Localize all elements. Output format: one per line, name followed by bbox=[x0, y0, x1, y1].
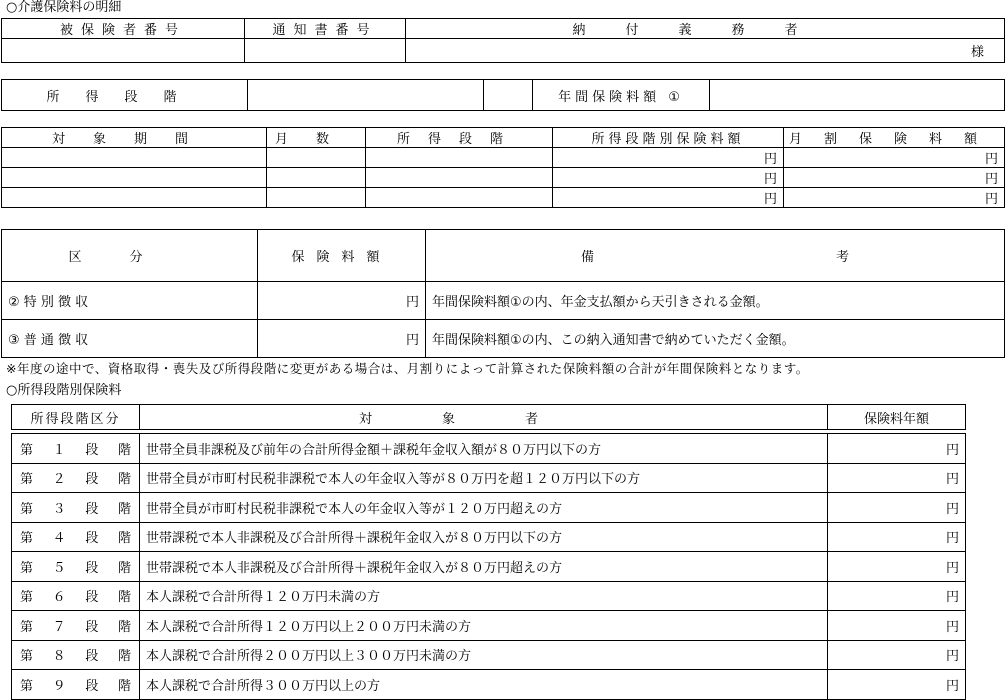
stage-label-chars bbox=[12, 557, 139, 576]
stage-premium-table bbox=[11, 404, 966, 430]
stage-label bbox=[12, 581, 140, 611]
stage-label-dan: 段 bbox=[85, 560, 99, 576]
yen-label: 円 bbox=[945, 619, 959, 635]
stage-field[interactable] bbox=[366, 168, 553, 188]
header-payer: 納付義務者 bbox=[406, 19, 1005, 39]
header-stage-premium: 所得段階別保険料額 bbox=[553, 128, 784, 148]
stage-label-dan: 段 bbox=[85, 472, 99, 488]
period-field[interactable] bbox=[2, 168, 267, 188]
header-remarks bbox=[426, 230, 1005, 282]
yen-label: 円 bbox=[763, 172, 777, 187]
monthly-premium-field[interactable] bbox=[784, 168, 1005, 188]
stage-label-kai: 階 bbox=[117, 501, 131, 517]
special-collection-label: ② 特 別 徴 収 bbox=[2, 282, 258, 320]
stage-label bbox=[12, 522, 140, 552]
stage-annual-premium-field[interactable] bbox=[828, 670, 966, 700]
table-row bbox=[2, 320, 1005, 358]
stage-description: 本人課税で合計所得１２０万円以上２００万円未満の方 bbox=[140, 611, 828, 641]
stage-label-dan: 段 bbox=[85, 590, 99, 606]
stage-premium-rows bbox=[11, 433, 966, 700]
yen-label: 円 bbox=[945, 649, 959, 665]
stage-label-kai: 階 bbox=[117, 678, 131, 694]
stage-annual-premium-field[interactable] bbox=[828, 434, 966, 464]
stage-label-num: ２ bbox=[52, 472, 66, 488]
stage-description: 世帯課税で本人非課税及び合計所得＋課税年金収入が８０万円以下の方 bbox=[140, 522, 828, 552]
months-field[interactable] bbox=[267, 168, 366, 188]
section-title-premium-details: ○介護保険料の明細 bbox=[6, 0, 122, 15]
stage-annual-premium-field[interactable] bbox=[828, 640, 966, 670]
stage-label bbox=[12, 434, 140, 464]
header-months: 月数 bbox=[267, 128, 366, 148]
blank-cell bbox=[484, 80, 533, 111]
stage-field[interactable] bbox=[366, 148, 553, 168]
stage-annual-premium-field[interactable] bbox=[828, 581, 966, 611]
stage-label-num: ７ bbox=[52, 619, 66, 635]
stage-annual-premium-field[interactable] bbox=[828, 493, 966, 523]
stage-annual-premium-field[interactable] bbox=[828, 552, 966, 582]
stage-label-chars bbox=[12, 527, 139, 546]
stage-label-chars bbox=[12, 439, 139, 458]
stage-label-num: ８ bbox=[52, 649, 66, 665]
ordinary-collection-note: 年間保険料額①の内、この納入通知書で納めていただく金額。 bbox=[426, 320, 1005, 358]
yen-label: 円 bbox=[405, 295, 419, 310]
months-field[interactable] bbox=[267, 188, 366, 208]
stage-label-kai: 階 bbox=[117, 560, 131, 576]
remarks-char-1: 備 bbox=[581, 250, 595, 265]
yen-label: 円 bbox=[945, 678, 959, 694]
yen-label: 円 bbox=[405, 333, 419, 348]
yen-label: 円 bbox=[945, 472, 959, 488]
stage-annual-table bbox=[1, 79, 1005, 111]
stage-description: 本人課税で合計所得２００万円以上３００万円未満の方 bbox=[140, 640, 828, 670]
table-row bbox=[12, 493, 966, 523]
stage-description: 世帯課税で本人非課税及び合計所得＋課税年金収入が８０万円超えの方 bbox=[140, 552, 828, 582]
stage-label-num: ６ bbox=[52, 590, 66, 606]
yen-label: 円 bbox=[945, 531, 959, 547]
stage-label-kai: 階 bbox=[117, 442, 131, 458]
stage-label-dai: 第 bbox=[20, 649, 34, 665]
table-row bbox=[2, 168, 1005, 188]
stage-label-dai: 第 bbox=[20, 678, 34, 694]
stage-label bbox=[12, 611, 140, 641]
stage-label-dai: 第 bbox=[20, 472, 34, 488]
header-premium-amount: 保険料額 bbox=[258, 230, 426, 282]
table-row bbox=[12, 434, 966, 464]
stage-label-dai: 第 bbox=[20, 531, 34, 547]
stage-label-dai: 第 bbox=[20, 442, 34, 458]
table-row bbox=[2, 148, 1005, 168]
stage-label-num: ９ bbox=[52, 678, 66, 694]
stage-label-chars bbox=[12, 675, 139, 694]
stage-premium-field[interactable] bbox=[553, 148, 784, 168]
header-target-persons: 対象者 bbox=[140, 405, 828, 430]
table-row bbox=[2, 282, 1005, 320]
stage-label-num: ４ bbox=[52, 531, 66, 547]
stage-label-kai: 階 bbox=[117, 649, 131, 665]
stage-label-dai: 第 bbox=[20, 619, 34, 635]
special-collection-note: 年間保険料額①の内、年金支払額から天引きされる金額。 bbox=[426, 282, 1005, 320]
yen-label: 円 bbox=[763, 192, 777, 207]
payer-field[interactable] bbox=[406, 39, 1005, 63]
stage-description: 本人課税で合計所得１２０万円未満の方 bbox=[140, 581, 828, 611]
stage-label bbox=[12, 463, 140, 493]
stage-label-num: ５ bbox=[52, 560, 66, 576]
yen-label: 円 bbox=[945, 501, 959, 517]
yen-label: 円 bbox=[945, 442, 959, 458]
stage-label-dan: 段 bbox=[85, 442, 99, 458]
income-stage-field[interactable] bbox=[248, 80, 484, 111]
stage-label bbox=[12, 670, 140, 700]
stage-label-dai: 第 bbox=[20, 560, 34, 576]
stage-description: 世帯全員が市町村民税非課税で本人の年金収入等が８０万円を超１２０万円以下の方 bbox=[140, 463, 828, 493]
annual-premium-field[interactable] bbox=[710, 80, 1005, 111]
stage-label-dan: 段 bbox=[85, 619, 99, 635]
insured-info-table bbox=[1, 18, 1005, 63]
table-row bbox=[12, 522, 966, 552]
table-row bbox=[12, 611, 966, 641]
period-field[interactable] bbox=[2, 188, 267, 208]
stage-description: 本人課税で合計所得３００万円以上の方 bbox=[140, 670, 828, 700]
yen-label: 円 bbox=[984, 152, 998, 167]
stage-annual-premium-field[interactable] bbox=[828, 611, 966, 641]
special-collection-amount[interactable] bbox=[258, 282, 426, 320]
stage-label-chars bbox=[12, 586, 139, 605]
table-row bbox=[12, 640, 966, 670]
header-insured-number: 被保険者番号 bbox=[2, 19, 245, 39]
stage-premium-field[interactable] bbox=[553, 168, 784, 188]
table-row bbox=[12, 463, 966, 493]
footnote: ※年度の途中で、資格取得・喪失及び所得段階に変更がある場合は、月割りによって計算された保険料額の合計が年間保険料となります。 bbox=[6, 361, 809, 376]
header-annual-premium: 保険料年額 bbox=[828, 405, 966, 430]
collection-method-table bbox=[1, 229, 1005, 358]
header-notice-number: 通知書番号 bbox=[245, 19, 406, 39]
header-kubun: 区分 bbox=[2, 230, 258, 282]
table-row bbox=[12, 670, 966, 700]
stage-field[interactable] bbox=[366, 188, 553, 208]
stage-premium-field[interactable] bbox=[553, 188, 784, 208]
header-monthly-premium: 月割保険料額 bbox=[784, 128, 1005, 148]
stage-label-num: １ bbox=[52, 442, 66, 458]
stage-label-chars bbox=[12, 498, 139, 517]
yen-label: 円 bbox=[945, 560, 959, 576]
period-field[interactable] bbox=[2, 148, 267, 168]
yen-label: 円 bbox=[945, 590, 959, 606]
stage-label-dai: 第 bbox=[20, 501, 34, 517]
stage-label-dai: 第 bbox=[20, 590, 34, 606]
yen-label: 円 bbox=[984, 192, 998, 207]
stage-label-dan: 段 bbox=[85, 649, 99, 665]
period-table bbox=[1, 127, 1005, 208]
sama-label: 様 bbox=[970, 45, 984, 60]
monthly-premium-field[interactable] bbox=[784, 148, 1005, 168]
months-field[interactable] bbox=[267, 148, 366, 168]
header-income-stage: 所得段階 bbox=[366, 128, 553, 148]
monthly-premium-field[interactable] bbox=[784, 188, 1005, 208]
stage-label bbox=[12, 552, 140, 582]
header-target-period: 対象期間 bbox=[2, 128, 267, 148]
notice-number-field[interactable] bbox=[245, 39, 406, 63]
insured-number-field[interactable] bbox=[2, 39, 245, 63]
stage-label-dan: 段 bbox=[85, 501, 99, 517]
yen-label: 円 bbox=[984, 172, 998, 187]
stage-description: 世帯全員非課税及び前年の合計所得金額＋課税年金収入額が８０万円以下の方 bbox=[140, 434, 828, 464]
table-row bbox=[12, 552, 966, 582]
stage-label-kai: 階 bbox=[117, 619, 131, 635]
ordinary-collection-amount[interactable] bbox=[258, 320, 426, 358]
stage-label bbox=[12, 493, 140, 523]
yen-label: 円 bbox=[763, 152, 777, 167]
stage-label-chars bbox=[12, 645, 139, 664]
stage-label-dan: 段 bbox=[85, 678, 99, 694]
stage-description: 世帯全員が市町村民税非課税で本人の年金収入等が１２０万円超えの方 bbox=[140, 493, 828, 523]
stage-label-chars bbox=[12, 616, 139, 635]
header-stage-class: 所得段階区分 bbox=[12, 405, 140, 430]
stage-annual-premium-field[interactable] bbox=[828, 522, 966, 552]
stage-label-kai: 階 bbox=[117, 531, 131, 547]
remarks-char-2: 考 bbox=[835, 250, 849, 265]
table-row bbox=[2, 188, 1005, 208]
stage-label-chars bbox=[12, 468, 139, 487]
stage-annual-premium-field[interactable] bbox=[828, 463, 966, 493]
stage-label-dan: 段 bbox=[85, 531, 99, 547]
stage-label-num: ３ bbox=[52, 501, 66, 517]
stage-label-kai: 階 bbox=[117, 590, 131, 606]
stage-label bbox=[12, 640, 140, 670]
stage-label-kai: 階 bbox=[117, 472, 131, 488]
label-annual-premium: 年間保険料額 ① bbox=[533, 80, 710, 111]
section-title-stage-premiums: ○所得段階別保険料 bbox=[6, 383, 122, 398]
ordinary-collection-label: ③ 普 通 徴 収 bbox=[2, 320, 258, 358]
table-row bbox=[12, 581, 966, 611]
label-income-stage: 所得段階 bbox=[2, 80, 248, 111]
